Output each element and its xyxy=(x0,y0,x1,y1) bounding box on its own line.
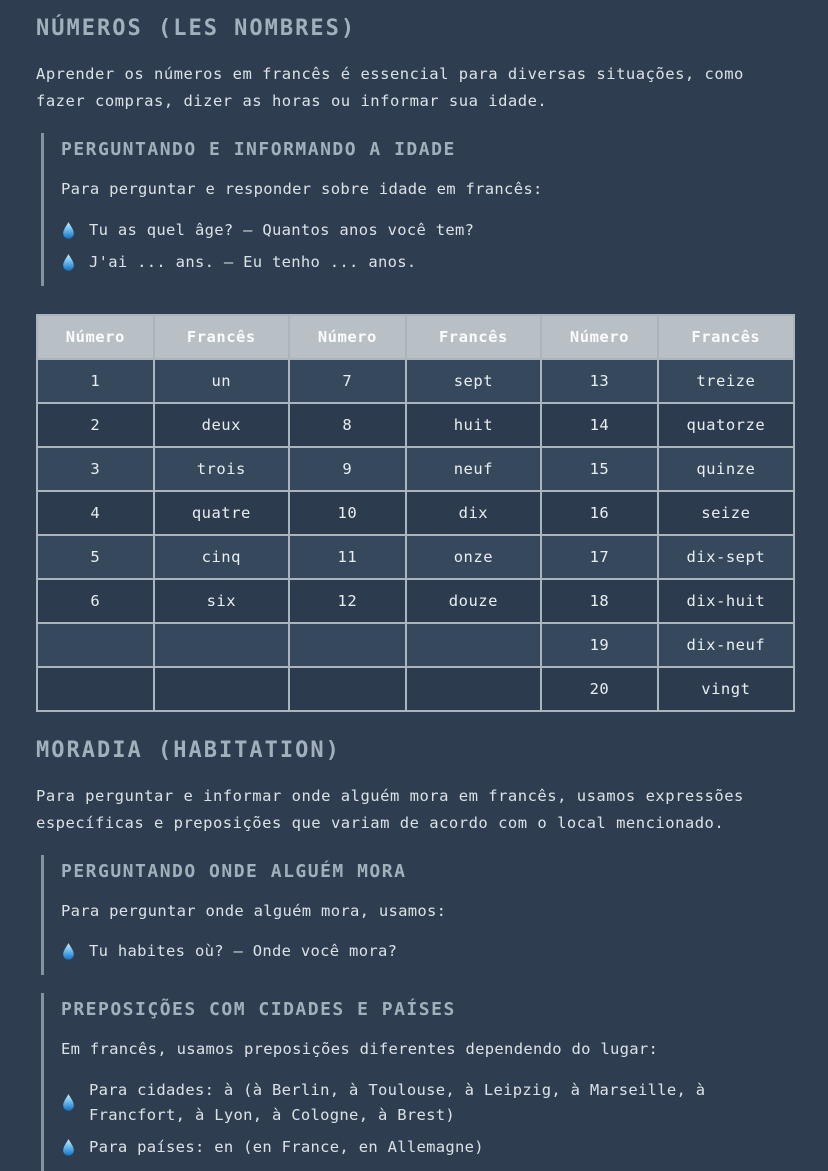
table-cell: neuf xyxy=(406,447,542,491)
subsection-idade xyxy=(41,133,795,285)
table-row xyxy=(37,579,794,623)
subsection-preposicoes xyxy=(41,993,795,1171)
bullet-text: Para países: en (en France, en Allemagne) xyxy=(89,1137,484,1156)
droplet-icon xyxy=(61,253,76,272)
table-cell: 6 xyxy=(37,579,154,623)
table-cell: onze xyxy=(406,535,542,579)
idade-lead-text: Para perguntar e responder sobre idade em francês: xyxy=(61,180,543,199)
moradia-intro-paragraph: Para perguntar e informar onde alguém mora em francês, usamos expressões específicas e preposições que variam de acordo com o local mencionado. xyxy=(36,786,744,832)
table-row xyxy=(37,491,794,535)
table-cell: 8 xyxy=(289,403,406,447)
page-title-moradia: MORADIA (HABITATION) xyxy=(36,737,341,763)
droplet-icon xyxy=(61,1138,76,1157)
table-cell: 11 xyxy=(289,535,406,579)
table-cell: 20 xyxy=(541,667,658,711)
table-cell: sept xyxy=(406,359,542,403)
subsection-perguntando-mora xyxy=(41,855,795,975)
subsection-title-idade: PERGUNTANDO E INFORMANDO A IDADE xyxy=(61,139,456,161)
table-cell: 15 xyxy=(541,447,658,491)
table-header-cell: Número xyxy=(541,315,658,359)
table-cell: 14 xyxy=(541,403,658,447)
table-header-cell: Francês xyxy=(154,315,290,359)
table-header-cell: Francês xyxy=(406,315,542,359)
numbers-table xyxy=(36,314,795,712)
table-cell: dix-huit xyxy=(658,579,794,623)
table-row xyxy=(37,667,794,711)
table-cell: dix-neuf xyxy=(658,623,794,667)
table-row xyxy=(37,403,794,447)
list-item xyxy=(61,1078,795,1128)
preposicoes-lead-text: Em francês, usamos preposições diferentes dependendo do lugar: xyxy=(61,1040,659,1059)
perguntando-lead-text: Para perguntar onde alguém mora, usamos: xyxy=(61,901,447,920)
table-cell xyxy=(37,623,154,667)
table-row xyxy=(37,359,794,403)
table-cell: 13 xyxy=(541,359,658,403)
droplet-icon xyxy=(61,221,76,240)
list-item xyxy=(61,250,795,275)
table-cell: 3 xyxy=(37,447,154,491)
table-cell: 17 xyxy=(541,535,658,579)
table-cell: quatre xyxy=(154,491,290,535)
table-cell: huit xyxy=(406,403,542,447)
droplet-icon xyxy=(61,942,76,961)
table-cell xyxy=(289,623,406,667)
list-item xyxy=(61,1135,795,1160)
table-cell: un xyxy=(154,359,290,403)
table-cell: dix-sept xyxy=(658,535,794,579)
table-cell: 1 xyxy=(37,359,154,403)
table-cell: 18 xyxy=(541,579,658,623)
table-cell: 2 xyxy=(37,403,154,447)
table-row xyxy=(37,535,794,579)
table-cell: dix xyxy=(406,491,542,535)
table-header-cell: Francês xyxy=(658,315,794,359)
page-title-numeros: NÚMEROS (LES NOMBRES) xyxy=(36,16,357,41)
bullet-text: Tu as quel âge? – Quantos anos você tem? xyxy=(89,220,475,239)
table-cell: treize xyxy=(658,359,794,403)
table-cell: 16 xyxy=(541,491,658,535)
table-cell xyxy=(37,667,154,711)
table-header-row xyxy=(37,315,794,359)
bullet-text: Tu habites où? – Onde você mora? xyxy=(89,942,398,961)
table-cell: 9 xyxy=(289,447,406,491)
table-cell: 7 xyxy=(289,359,406,403)
table-cell xyxy=(406,667,542,711)
table-cell: trois xyxy=(154,447,290,491)
table-cell: 12 xyxy=(289,579,406,623)
table-cell: 10 xyxy=(289,491,406,535)
subsection-title-perguntando-mora: PERGUNTANDO ONDE ALGUÉM MORA xyxy=(61,860,407,882)
table-header-cell: Número xyxy=(37,315,154,359)
droplet-icon xyxy=(61,1093,76,1112)
table-cell: deux xyxy=(154,403,290,447)
table-cell: douze xyxy=(406,579,542,623)
table-cell xyxy=(154,667,290,711)
table-cell: seize xyxy=(658,491,794,535)
list-item xyxy=(61,939,795,964)
table-cell: cinq xyxy=(154,535,290,579)
table-cell: vingt xyxy=(658,667,794,711)
table-cell xyxy=(154,623,290,667)
table-cell: six xyxy=(154,579,290,623)
table-row xyxy=(37,447,794,491)
list-item xyxy=(61,218,795,243)
table-cell: 4 xyxy=(37,491,154,535)
table-cell: 19 xyxy=(541,623,658,667)
table-cell: 5 xyxy=(37,535,154,579)
table-cell: quinze xyxy=(658,447,794,491)
subsection-title-preposicoes: PREPOSIÇÕES COM CIDADES E PAÍSES xyxy=(61,999,456,1021)
bullet-text: Para cidades: à (à Berlin, à Toulouse, à Leipzig, à Marseille, à Francfort, à Lyon, à Cologne, à Brest) xyxy=(89,1080,706,1124)
table-cell xyxy=(289,667,406,711)
bullet-text: J'ai ... ans. – Eu tenho ... anos. xyxy=(89,252,417,271)
table-row xyxy=(37,623,794,667)
numeros-intro-paragraph: Aprender os números em francês é essencial para diversas situações, como fazer compras, dizer as horas ou informar sua idade. xyxy=(36,65,744,111)
table-header-cell: Número xyxy=(289,315,406,359)
table-cell xyxy=(406,623,542,667)
table-cell: quatorze xyxy=(658,403,794,447)
